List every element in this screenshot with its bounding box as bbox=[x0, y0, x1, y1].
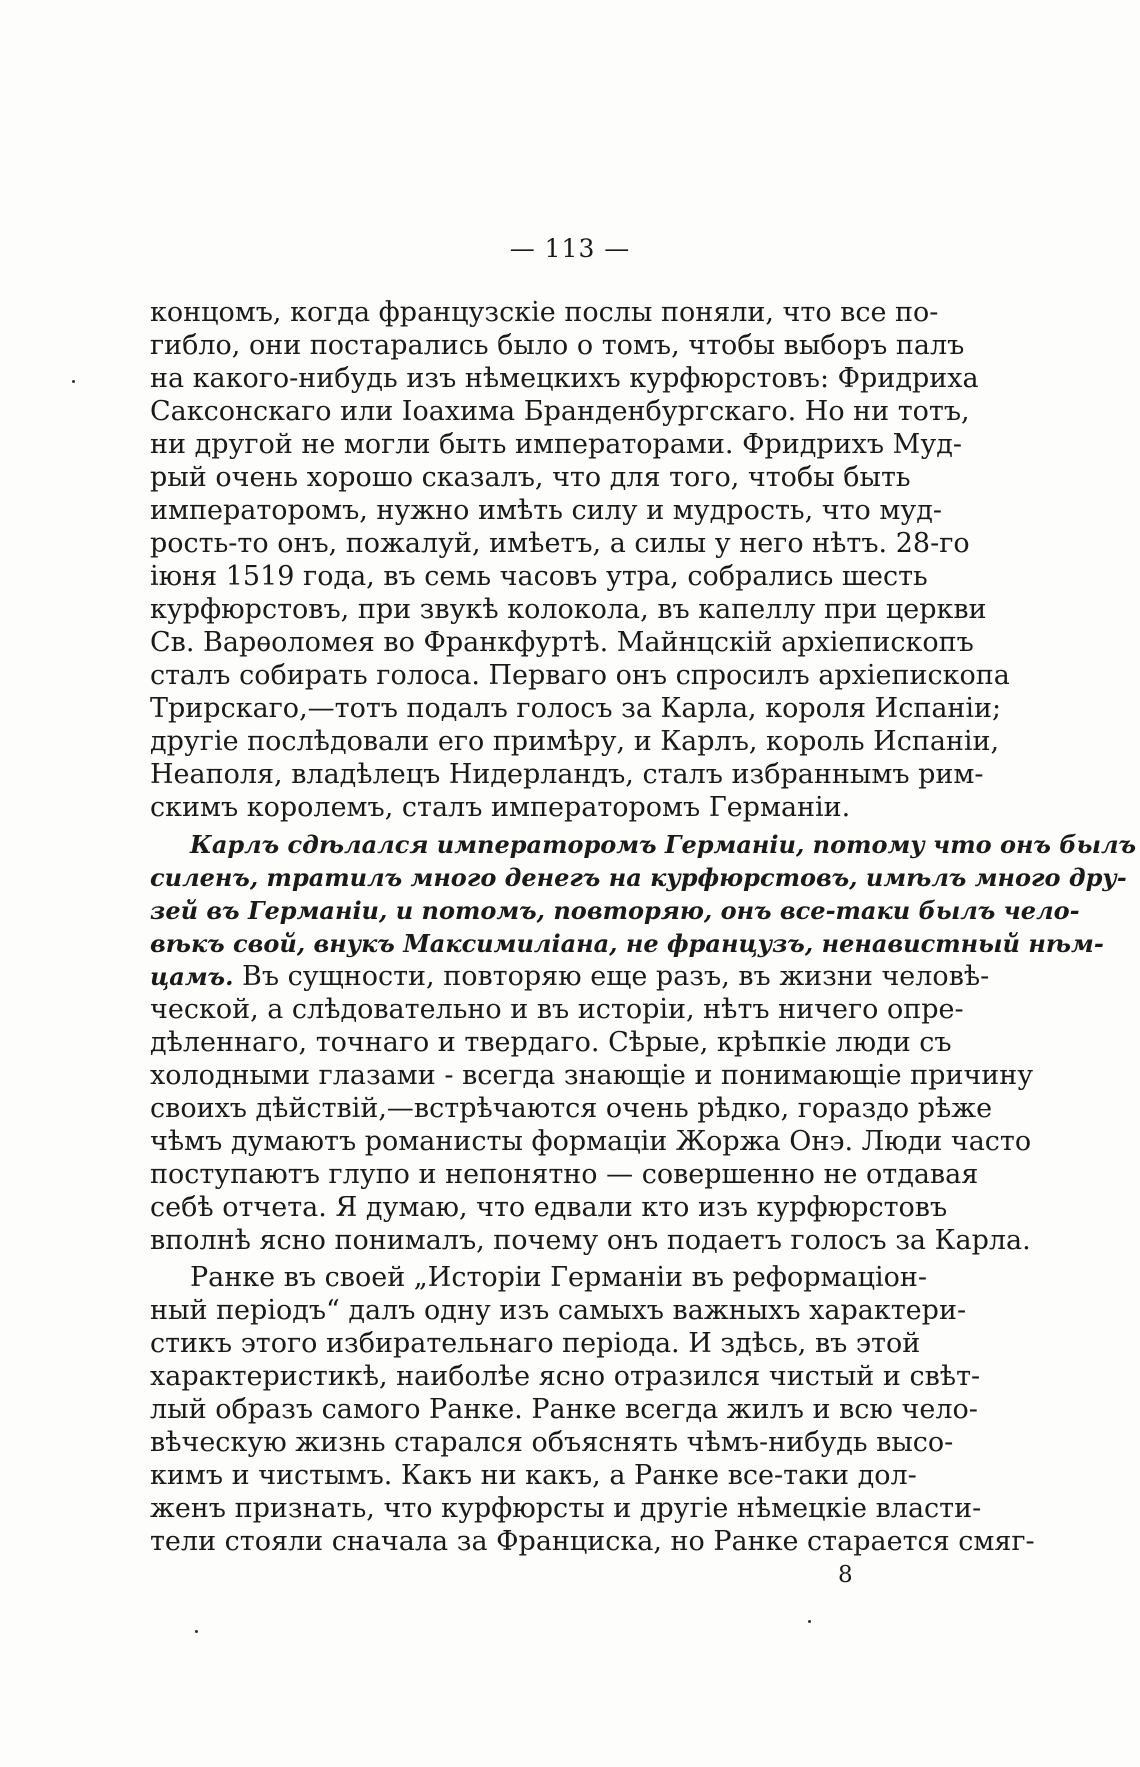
text-line: курфюрстовъ, при звукѣ колокола, въ капеллу при церкви bbox=[150, 594, 987, 625]
text-line: тели стояли сначала за Франциска, но Ранке старается смяг- bbox=[150, 1526, 1035, 1557]
text-line: вѣческую жизнь старался объяснять чѣмъ-нибудь высо- bbox=[150, 1427, 954, 1458]
text-line: характеристикѣ, наиболѣе ясно отразился чистый и свѣт- bbox=[150, 1361, 981, 1392]
text-line: своихъ дѣйствій,—встрѣчаются очень рѣдко, гораздо рѣже bbox=[150, 1093, 993, 1124]
text-line: Саксонскаго или Іоахима Бранденбургскаго. Но ни тотъ, bbox=[150, 396, 970, 427]
text-line: рый очень хорошо сказалъ, что для того, чтобы быть bbox=[150, 462, 911, 493]
text-line: вполнѣ ясно понималъ, почему онъ подаетъ голосъ за Карла. bbox=[150, 1225, 1031, 1256]
text-line: рость-то онъ, пожалуй, имѣетъ, а силы у него нѣтъ. 28-го bbox=[150, 528, 970, 559]
italic-text-line: вѣкъ свой, внукъ Максимиліана, не французъ, ненавистный нѣм- bbox=[150, 929, 1104, 958]
text-line: на какого-нибудь изъ нѣмецкихъ курфюрстовъ: Фридриха bbox=[150, 363, 979, 394]
page-number-header: — 113 — bbox=[509, 234, 631, 263]
text-line: Трирскаго,—тотъ подалъ голосъ за Карла, короля Испаніи; bbox=[150, 693, 1002, 724]
text-line: концомъ, когда французскіе послы поняли, что все по- bbox=[150, 297, 939, 328]
text-line: женъ признать, что курфюрсты и другіе нѣмецкіе власти- bbox=[150, 1493, 982, 1524]
text-line: ческой, а слѣдовательно и въ исторіи, нѣтъ ничего опре- bbox=[150, 994, 964, 1025]
italic-text-line: силенъ, тратилъ много денегъ на курфюрстовъ, имѣлъ много дру- bbox=[150, 863, 1127, 892]
regular-fragment: Въ сущности, повторяю еще разъ, въ жизни человѣ- bbox=[233, 961, 990, 992]
text-line: гибло, они постарались было о томъ, чтобы выборъ палъ bbox=[150, 330, 965, 361]
text-line: императоромъ, нужно имѣть силу и мудрость, что муд- bbox=[150, 495, 943, 526]
text-line: ный періодъ“ далъ одну изъ самыхъ важныхъ характери- bbox=[150, 1295, 967, 1326]
text-line: дѣленнаго, точнаго и твердаго. Сѣрые, крѣпкіе люди съ bbox=[150, 1027, 952, 1058]
italic-text-line: Карлъ сдѣлался императоромъ Германіи, потому что онъ былъ bbox=[190, 830, 1137, 859]
text-line: ни другой не могли быть императорами. Фридрихъ Муд- bbox=[150, 429, 962, 460]
text-line: другіе послѣдовали его примѣру, и Карлъ, король Испаніи, bbox=[150, 726, 1000, 757]
scan-speck bbox=[195, 1630, 198, 1633]
text-line: сталъ собирать голоса. Перваго онъ спросилъ архіепископа bbox=[150, 660, 1010, 691]
italic-text-line: зей въ Германіи, и потомъ, повторяю, онъ все-таки былъ чело- bbox=[150, 896, 1080, 925]
text-line: поступаютъ глупо и непонятно — совершенно не отдавая bbox=[150, 1159, 979, 1190]
text-line: кимъ и чистымъ. Какъ ни какъ, а Ранке все-таки дол- bbox=[150, 1460, 917, 1491]
printer-signature-mark: 8 bbox=[838, 1562, 853, 1588]
text-line: стикъ этого избирательнаго періода. И здѣсь, въ этой bbox=[150, 1328, 921, 1359]
text-line: себѣ отчета. Я думаю, что едвали кто изъ курфюрстовъ bbox=[150, 1192, 948, 1223]
text-line-mixed bbox=[150, 960, 990, 993]
text-line: холодными глазами - всегда знающіе и понимающіе причину bbox=[150, 1060, 1034, 1091]
text-line: Неаполя, владѣлецъ Нидерландъ, сталъ избраннымъ рим- bbox=[150, 759, 984, 790]
text-line: чѣмъ думаютъ романисты формаціи Жоржа Онэ. Люди часто bbox=[150, 1126, 1032, 1157]
scan-speck bbox=[72, 380, 75, 383]
text-line: лый образъ самого Ранке. Ранке всегда жилъ и всю чело- bbox=[150, 1394, 978, 1425]
italic-fragment: цамъ. bbox=[150, 962, 234, 991]
text-line: Ранке въ своей „Исторіи Германіи въ реформаціон- bbox=[190, 1262, 927, 1293]
text-line: скимъ королемъ, сталъ императоромъ Германіи. bbox=[150, 792, 851, 823]
text-line: Св. Варѳоломея во Франкфуртѣ. Майнцскій архіепископъ bbox=[150, 627, 974, 658]
text-line: іюня 1519 года, въ семь часовъ утра, собрались шесть bbox=[150, 561, 928, 592]
scan-speck bbox=[808, 1620, 811, 1623]
